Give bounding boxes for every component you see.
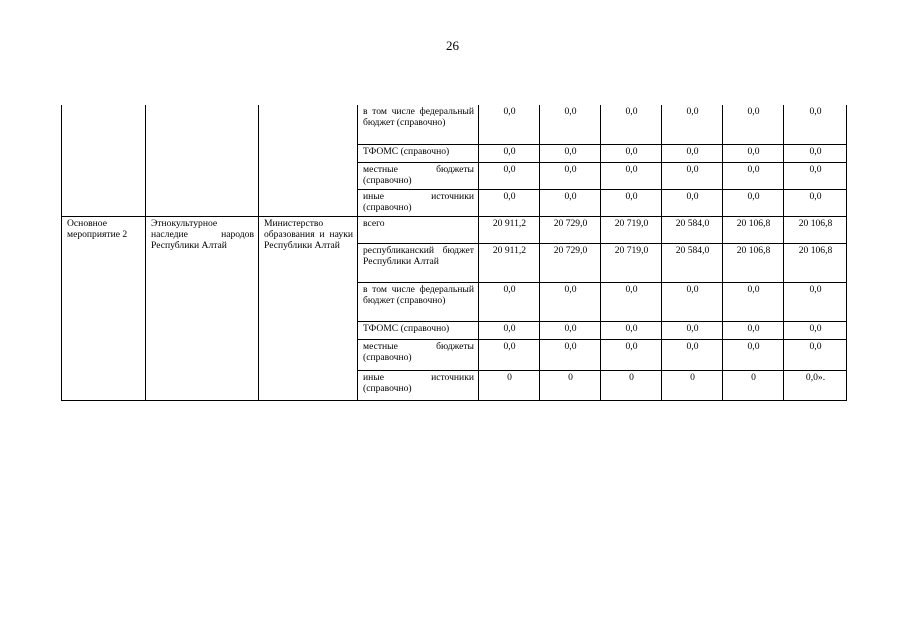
table-row [62, 216, 847, 243]
value-cell: 0,0 [601, 162, 662, 189]
value-cell: 0,0 [601, 189, 662, 216]
value-cell: 0,0 [540, 321, 601, 339]
value-cell: 0,0». [784, 370, 847, 400]
value-cell: 0,0 [601, 144, 662, 162]
value-cell: 20 584,0 [662, 216, 723, 243]
value-cell: 20 911,2 [479, 216, 540, 243]
value-cell: 0,0 [784, 189, 847, 216]
value-cell: 0,0 [479, 189, 540, 216]
page-number: 26 [446, 38, 459, 53]
value-cell: 0,0 [479, 321, 540, 339]
value-cell: 0,0 [540, 189, 601, 216]
value-cell: 0,0 [662, 189, 723, 216]
value-cell: 0,0 [662, 105, 723, 144]
value-cell: 20 106,8 [723, 216, 784, 243]
value-cell: 0,0 [662, 144, 723, 162]
funding-source-cell: в том числе федеральный бюджет (справочно) [358, 282, 479, 321]
event-name-cell: Этнокультурное наследие народов Республики Алтай [146, 216, 259, 400]
value-cell: 20 106,8 [723, 243, 784, 282]
value-cell: 20 729,0 [540, 216, 601, 243]
value-cell: 0,0 [723, 282, 784, 321]
funding-source-cell: республиканский бюджет Республики Алтай [358, 243, 479, 282]
event-cell: Основное мероприятие 2 [62, 216, 146, 400]
value-cell: 0,0 [601, 282, 662, 321]
table-row [62, 105, 847, 144]
value-cell: 0,0 [723, 339, 784, 370]
value-cell: 0,0 [662, 321, 723, 339]
value-cell: 0,0 [662, 282, 723, 321]
event-cell-continued [62, 105, 146, 216]
value-cell: 0,0 [723, 105, 784, 144]
value-cell: 20 106,8 [784, 216, 847, 243]
value-cell: 0,0 [601, 105, 662, 144]
value-cell: 0,0 [723, 321, 784, 339]
budget-table [61, 105, 847, 401]
executor-cell: Министерство образования и науки Республики Алтай [259, 216, 358, 400]
value-cell: 20 729,0 [540, 243, 601, 282]
value-cell: 0,0 [540, 339, 601, 370]
value-cell: 0 [479, 370, 540, 400]
value-cell: 20 719,0 [601, 216, 662, 243]
value-cell: 0,0 [784, 105, 847, 144]
value-cell: 0,0 [601, 339, 662, 370]
value-cell: 20 106,8 [784, 243, 847, 282]
value-cell: 0,0 [723, 144, 784, 162]
executor-cell-continued [259, 105, 358, 216]
value-cell: 0,0 [479, 105, 540, 144]
funding-source-cell: иные источники (справочно) [358, 370, 479, 400]
funding-source-cell: ТФОМС (справочно) [358, 321, 479, 339]
value-cell: 0,0 [784, 162, 847, 189]
funding-source-cell: иные источники (справочно) [358, 189, 479, 216]
value-cell: 0 [601, 370, 662, 400]
value-cell: 20 911,2 [479, 243, 540, 282]
funding-source-cell: ТФОМС (справочно) [358, 144, 479, 162]
value-cell: 0,0 [784, 339, 847, 370]
value-cell: 0,0 [601, 321, 662, 339]
value-cell: 0,0 [479, 162, 540, 189]
value-cell: 0,0 [723, 189, 784, 216]
value-cell: 0,0 [784, 282, 847, 321]
funding-source-cell: местные бюджеты (справочно) [358, 339, 479, 370]
value-cell: 0,0 [540, 282, 601, 321]
value-cell: 0,0 [784, 144, 847, 162]
value-cell: 0,0 [479, 339, 540, 370]
value-cell: 0 [540, 370, 601, 400]
value-cell: 0,0 [784, 321, 847, 339]
funding-source-cell: всего [358, 216, 479, 243]
value-cell: 0 [662, 370, 723, 400]
value-cell: 0,0 [662, 339, 723, 370]
value-cell: 0,0 [540, 162, 601, 189]
value-cell: 0,0 [540, 105, 601, 144]
value-cell: 0,0 [479, 144, 540, 162]
funding-source-cell: местные бюджеты (справочно) [358, 162, 479, 189]
value-cell: 0,0 [479, 282, 540, 321]
value-cell: 0,0 [723, 162, 784, 189]
value-cell: 20 584,0 [662, 243, 723, 282]
value-cell: 0 [723, 370, 784, 400]
value-cell: 0,0 [662, 162, 723, 189]
value-cell: 0,0 [540, 144, 601, 162]
name-cell-continued [146, 105, 259, 216]
funding-source-cell: в том числе федеральный бюджет (справочно) [358, 105, 479, 144]
value-cell: 20 719,0 [601, 243, 662, 282]
